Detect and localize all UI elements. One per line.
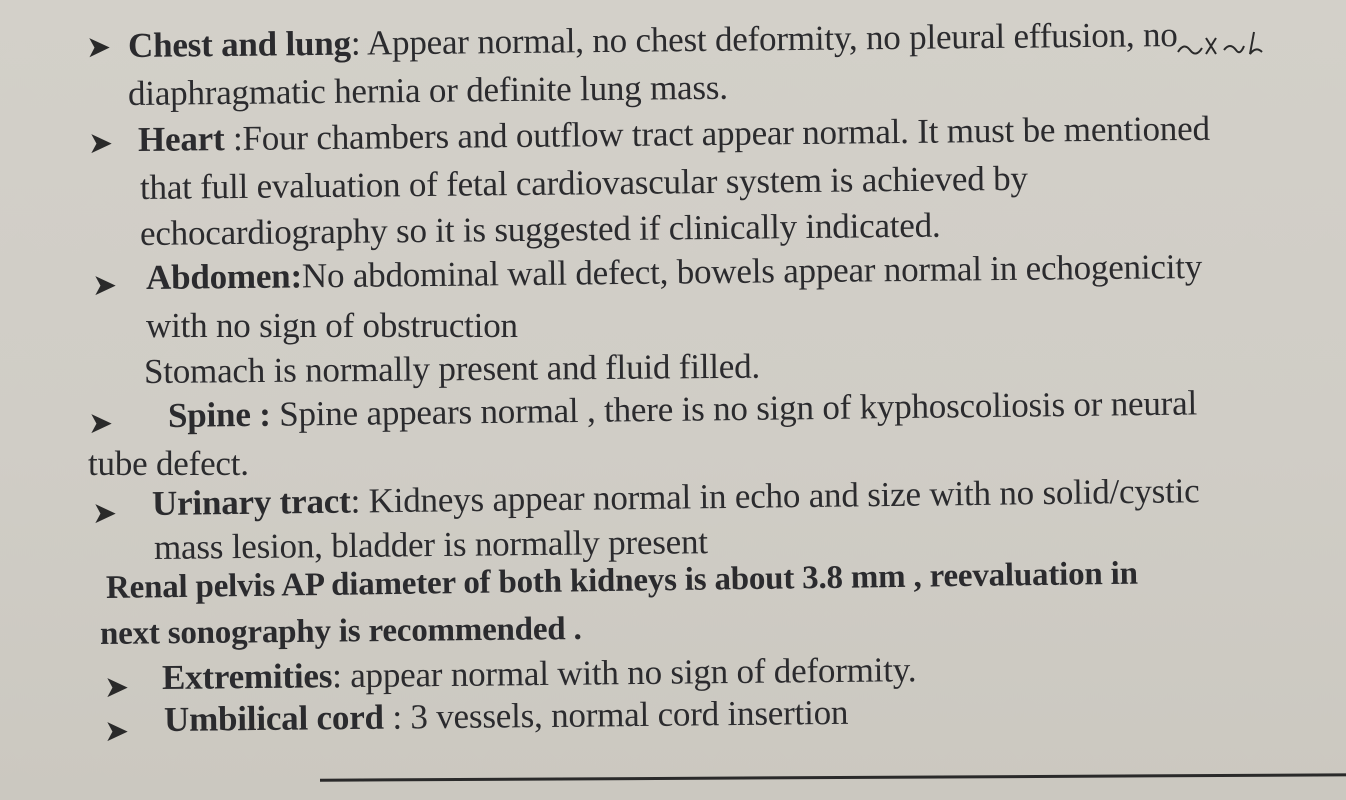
abdomen-line-1: [146, 247, 1202, 298]
spine-line-2: tube defect.: [88, 444, 249, 483]
chest-line-1: [128, 15, 1178, 66]
bullet-arrow-icon: ➤: [88, 407, 114, 440]
bullet-arrow-icon: ➤: [88, 127, 114, 160]
heart-text-1: :Four chambers and outflow tract appear normal. It must be mentioned: [224, 108, 1210, 159]
urinary-text-1: : Kidneys appear normal in echo and size with no solid/cystic: [350, 471, 1200, 521]
spine-heading: Spine :: [167, 394, 271, 435]
chest-line-2: diaphragmatic hernia or definite lung mass.: [127, 67, 728, 113]
heart-heading: Heart: [137, 119, 225, 159]
umbilical-line-1: [164, 693, 849, 740]
extremities-line-1: [162, 650, 917, 698]
extremities-text-1: : appear normal with no sign of deformity.: [331, 650, 917, 696]
urinary-heading: Urinary tract: [151, 481, 351, 523]
urinary-line-1: [152, 471, 1200, 524]
abdomen-heading: Abdomen:: [145, 256, 303, 297]
bullet-arrow-icon: ➤: [85, 30, 112, 65]
bottom-rule-divider: [320, 773, 1346, 781]
chest-sep: :: [350, 23, 361, 63]
bullet-arrow-icon: ➤: [92, 497, 118, 530]
handwritten-annotation-icon: [1170, 24, 1280, 64]
abdomen-text-1: No abdominal wall defect, bowels appear normal in echogenicity: [301, 246, 1203, 296]
bullet-arrow-icon: ➤: [104, 715, 130, 748]
heart-line-2: that full evaluation of fetal cardiovascular system is achieved by: [139, 158, 1028, 207]
renal-note-line-1: Renal pelvis AP diameter of both kidneys is about 3.8 mm , reevaluation in: [105, 555, 1138, 606]
umbilical-text-1: : 3 vessels, normal cord insertion: [383, 692, 849, 737]
chest-text-1: Appear normal, no chest deformity, no pleural effusion, no: [360, 15, 1178, 63]
renal-note-line-2: next sonography is recommended .: [99, 610, 582, 652]
umbilical-heading: Umbilical cord: [163, 697, 384, 739]
urinary-line-2: mass lesion, bladder is normally present: [153, 522, 709, 567]
extremities-heading: Extremities: [161, 656, 333, 697]
heart-line-3: echocardiography so it is suggested if clinically indicated.: [139, 205, 941, 253]
bullet-arrow-icon: ➤: [104, 671, 130, 704]
abdomen-line-2: with no sign of obstruction: [146, 306, 518, 345]
chest-heading: Chest and lung: [127, 23, 352, 65]
spine-text-1: Spine appears normal , there is no sign of kyphoscoliosis or neural: [270, 383, 1198, 434]
bullet-arrow-icon: ➤: [92, 269, 118, 302]
spine-line-1: [168, 383, 1197, 436]
abdomen-line-3: Stomach is normally present and fluid filled.: [143, 346, 761, 391]
heart-line-1: [138, 109, 1210, 160]
